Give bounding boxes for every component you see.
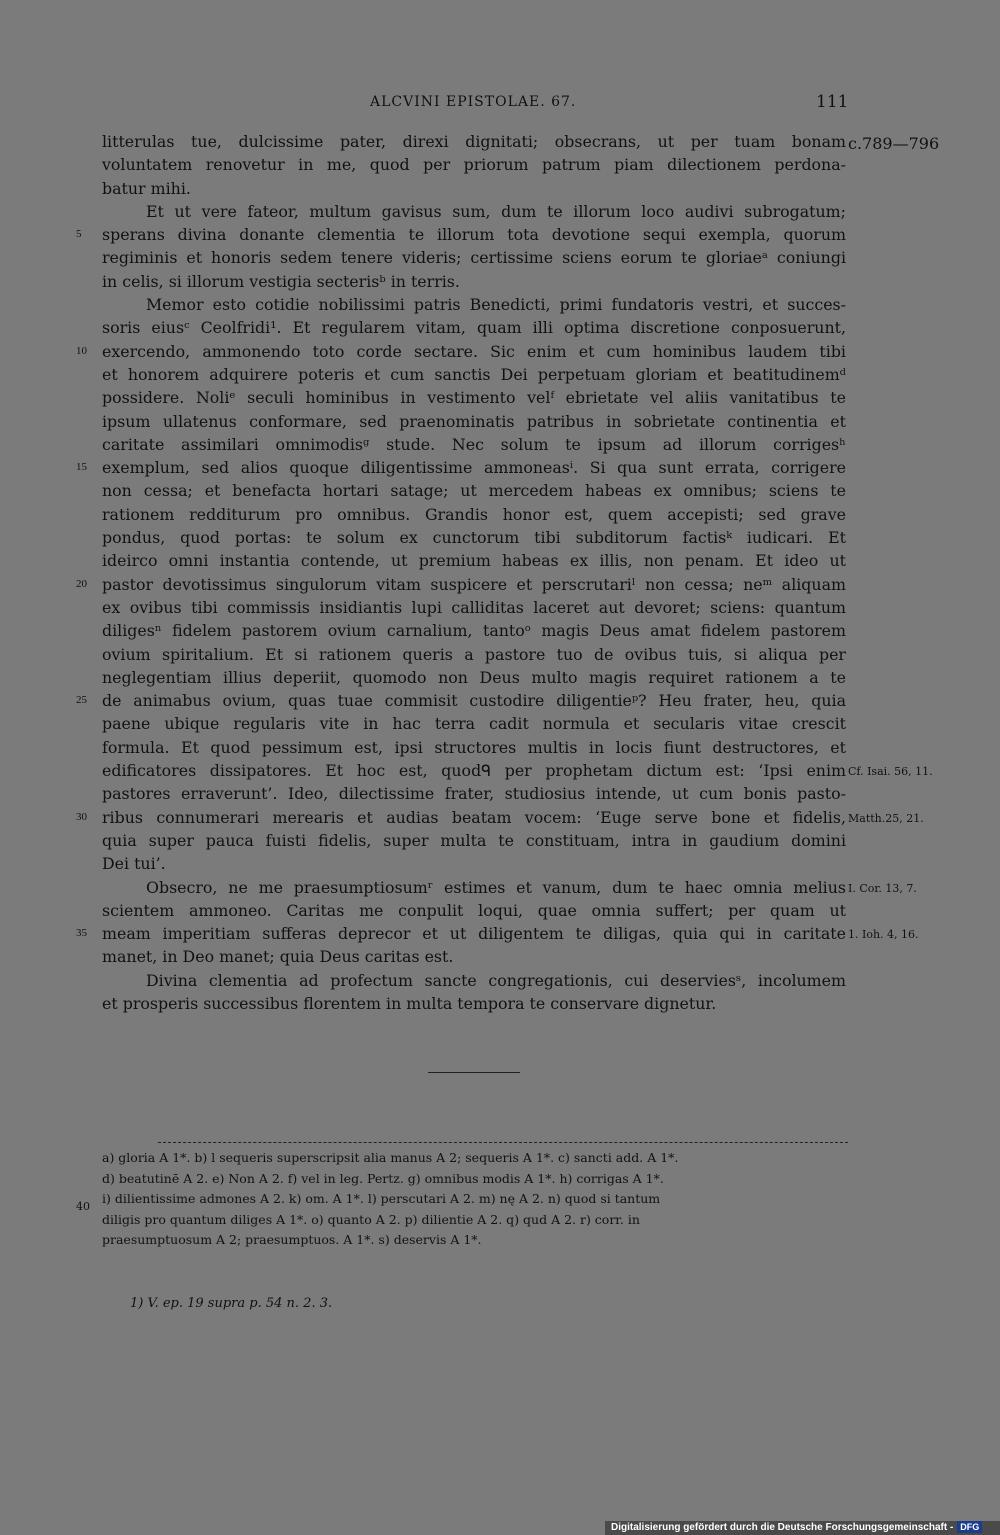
footnote-rule bbox=[158, 1142, 848, 1143]
footer-text: Digitalisierung gefördert durch die Deutsche Forschungsgemeinschaft - bbox=[611, 1522, 954, 1533]
margin-reference: Matth.25, 21. bbox=[848, 811, 924, 825]
body-line: Divina clementia ad profectum sancte congregationis, cui deserviesˢ, incolumem bbox=[146, 970, 846, 990]
digitization-footer bbox=[605, 1521, 1000, 1535]
margin-reference: Cf. Isai. 56, 11. bbox=[848, 765, 933, 779]
body-line: Et ut vere fateor, multum gavisus sum, dum te illorum loco audivi subrogatum; bbox=[146, 201, 846, 221]
body-line: ideirco omni instantia contende, ut premium habeas ex illis, non penam. Et ideo ut bbox=[102, 551, 846, 571]
dfg-logo: DFG bbox=[957, 1521, 982, 1533]
body-line: batur mihi. bbox=[102, 178, 191, 198]
body-line: pastor devotissimus singulorum vitam suspicere et perscrutariˡ non cessa; neᵐ aliquam bbox=[102, 574, 846, 594]
body-line: Obsecro, ne me praesumptiosumʳ estimes et vanum, dum te haec omnia melius bbox=[146, 877, 846, 897]
body-line: scientem ammoneo. Caritas me conpulit loqui, quae omnia suffert; per quam ut bbox=[102, 900, 846, 920]
footnote-line: d) beatutinē A 2. e) Non A 2. f) vel in leg. Pertz. g) omnibus modis A 1*. h) corrigas A 1*. bbox=[102, 1170, 664, 1186]
margin-reference: 1. Ioh. 4, 16. bbox=[848, 928, 919, 942]
body-line: de animabus ovium, quas tuae commisit custodire diligentieᵖ? Heu frater, heu, quia bbox=[102, 691, 846, 711]
margin-date: c.789—796 bbox=[848, 134, 940, 153]
footnote-line: diligis pro quantum diliges A 1*. o) quanto A 2. p) dilientie A 2. q) qud A 2. r) corr. in bbox=[102, 1211, 640, 1227]
reference-footnote: 1) V. ep. 19 supra p. 54 n. 2. 3. bbox=[130, 1296, 333, 1311]
footnote-line: praesumptuosum A 2; praesumptuos. A 1*. s) deservis A 1*. bbox=[102, 1232, 482, 1247]
body-line: paene ubique regularis vite in hac terra cadit normula et secularis vitae crescit bbox=[102, 714, 846, 734]
line-number: 25 bbox=[76, 694, 87, 707]
body-line: possidere. Noliᵉ seculi hominibus in vestimento velᶠ ebrietate vel aliis vanitatibus te bbox=[102, 388, 846, 408]
section-divider bbox=[428, 1072, 520, 1073]
apparatus-footnotes bbox=[102, 1148, 862, 1251]
footnote-line: a) gloria A 1*. b) l sequeris superscripsit alia manus A 2; sequeris A 1*. c) sancti add. A 1*. bbox=[102, 1150, 679, 1165]
page-number: 111 bbox=[816, 92, 849, 112]
body-line: Dei tui’. bbox=[102, 854, 166, 874]
running-title: ALCVINI EPISTOLAE. 67. bbox=[370, 94, 577, 110]
line-number: 5 bbox=[76, 228, 82, 241]
body-line: caritate assimilari omnimodisᵍ stude. Nec solum te ipsum ad illorum corrigesʰ bbox=[102, 434, 846, 454]
body-line: pondus, quod portas: te solum ex cunctorum tibi subditorum factisᵏ iudicari. Et bbox=[102, 528, 846, 548]
body-line: Memor esto cotidie nobilissimi patris Benedicti, primi fundatoris vestri, et succes- bbox=[146, 295, 846, 315]
body-line: soris eiusᶜ Ceolfridi¹. Et regularem vitam, quam illi optima discretione conposuerunt, bbox=[102, 318, 846, 338]
body-line: ipsum ullatenus conformare, sed praenominatis patribus in sobrietate continentia et bbox=[102, 411, 846, 431]
body-line: ex ovibus tibi commissis insidiantis lupi calliditas laceret aut devoret; sciens: quantum bbox=[102, 597, 846, 617]
running-header bbox=[0, 92, 1000, 116]
body-line: in celis, si illorum vestigia secterisᵇ in terris. bbox=[102, 271, 460, 291]
letter-body bbox=[102, 130, 846, 1015]
body-line: formula. Et quod pessimum est, ipsi structores multis in locis fiunt destructores, et bbox=[102, 737, 846, 757]
margin-reference: I. Cor. 13, 7. bbox=[848, 881, 917, 895]
body-line: meam imperitiam sufferas deprecor et ut diligentem te diligas, quia qui in caritate bbox=[102, 924, 846, 944]
footnote-line: i) dilientissime admones A 2. k) om. A 1*. l) perscutari A 2. m) nę A 2. n) quod si tantum bbox=[102, 1191, 661, 1206]
line-number: 15 bbox=[76, 461, 87, 474]
body-line: non cessa; et benefacta hortari satage; ut mercedem habeas ex omnibus; sciens te bbox=[102, 481, 846, 501]
body-line: ovium spiritalium. Et si rationem queris a pastore tuo de ovibus tuis, si aliqua per bbox=[102, 644, 846, 664]
body-line: quia super pauca fuisti fidelis, super multa te constituam, intra in gaudium domini bbox=[102, 830, 846, 850]
line-number: 10 bbox=[76, 344, 87, 357]
body-line: sperans divina donante clementia te illorum tota devotione sequi exempla, quorum bbox=[102, 225, 846, 245]
body-line: regiminis et honoris sedem tenere videris; certissime sciens eorum te gloriaeᵃ coniungi bbox=[102, 248, 846, 268]
body-line: neglegentiam illius deperiit, quomodo non Deus multo magis requiret rationem a te bbox=[102, 667, 846, 687]
line-number: 20 bbox=[76, 577, 87, 590]
body-line: ribus connumerari merearis et audias beatam vocem: ‘Euge serve bone et fidelis, bbox=[102, 807, 846, 827]
body-line: exercendo, ammonendo toto corde sectare. Sic enim et cum hominibus laudem tibi bbox=[102, 341, 846, 361]
body-line: voluntatem renovetur in me, quod per priorum patrum piam dilectionem perdona- bbox=[102, 155, 846, 175]
line-number: 35 bbox=[76, 927, 87, 940]
footnote-line-number: 40 bbox=[76, 1200, 90, 1213]
body-line: et prosperis successibus florentem in multa tempora te conservare dignetur. bbox=[102, 993, 717, 1013]
body-line: rationem redditurum pro omnibus. Grandis honor est, quem accepisti; sed grave bbox=[102, 504, 846, 524]
body-line: diligesⁿ fidelem pastorem ovium carnalium, tantoᵒ magis Deus amat fidelem pastorem bbox=[102, 621, 846, 641]
body-line: exemplum, sed alios quoque diligentissime ammoneasⁱ. Si qua sunt errata, corrigere bbox=[102, 458, 846, 478]
line-number: 30 bbox=[76, 810, 87, 823]
body-line: edificatores dissipatores. Et hoc est, quodᑫ per prophetam dictum est: ‘Ipsi enim bbox=[102, 761, 846, 781]
body-line: et honorem adquirere poteris et cum sanctis Dei perpetuam gloriam et beatitudinemᵈ bbox=[102, 364, 846, 384]
body-line: manet, in Deo manet; quia Deus caritas est. bbox=[102, 947, 454, 967]
body-line: litterulas tue, dulcissime pater, direxi dignitati; obsecrans, ut per tuam bonam bbox=[102, 132, 846, 151]
body-line: pastores erraverunt’. Ideo, dilectissime frater, studiosius intende, ut cum bonis pasto- bbox=[102, 784, 846, 804]
